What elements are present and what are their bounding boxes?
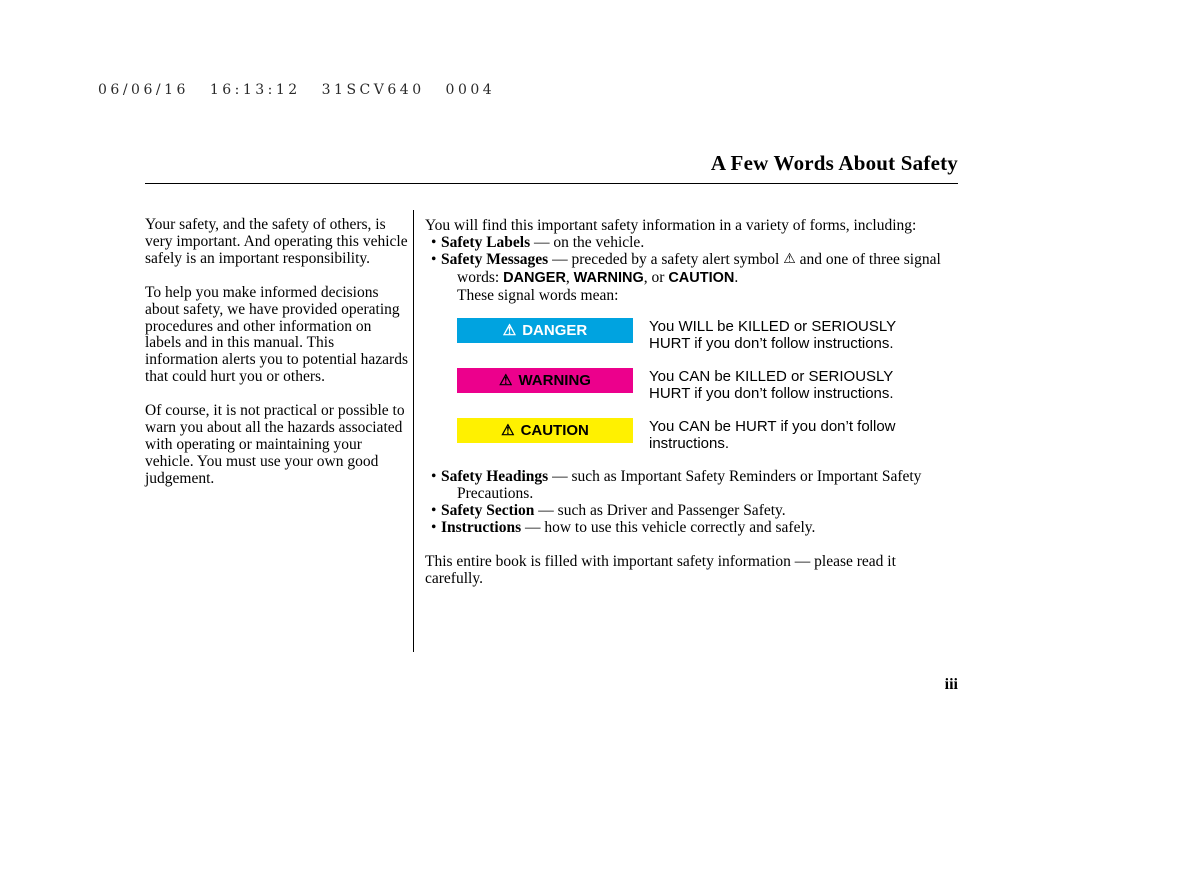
- bullet-safety-labels: [425, 234, 947, 251]
- signal-word-caution: CAUTION: [668, 270, 735, 286]
- term: Safety Section: [441, 502, 535, 519]
- page-number: iii: [944, 676, 958, 693]
- bullet-safety-messages: [425, 251, 947, 304]
- caution-label: CAUTION: [520, 422, 589, 439]
- definition: — how to use this vehicle correctly and safely.: [521, 519, 816, 536]
- alert-icon: ⚠: [499, 372, 513, 389]
- danger-label: DANGER: [522, 322, 588, 339]
- bullet-icon: •: [431, 251, 437, 268]
- bullet-safety-section: [425, 502, 947, 519]
- right-column: [425, 217, 947, 587]
- definition: — such as Driver and Passenger Safety.: [534, 502, 786, 519]
- paragraph: To help you make informed decisions about safety, we have provided operating procedures and other information on labels and in this manual. This information alerts you to potential hazards that could hurt you or others.: [145, 283, 408, 386]
- caution-description: You CAN be HURT if you don’t follow instructions.: [649, 418, 896, 452]
- danger-row: [425, 318, 947, 352]
- title-underline: [145, 183, 958, 184]
- left-column: [145, 217, 409, 505]
- column-divider: [413, 210, 414, 652]
- bullet-icon: •: [431, 519, 437, 536]
- page-title: A Few Words About Safety: [710, 151, 958, 175]
- intro-text: You will find this important safety information in a variety of forms, including:: [425, 217, 917, 234]
- alert-icon: ⚠: [502, 322, 517, 339]
- paragraph: Of course, it is not practical or possible to warn you about all the hazards associated with operating or maintaining your vehicle. You must use your own good judgement.: [145, 402, 405, 487]
- paragraph: Your safety, and the safety of others, is very important. And operating this vehicle safely is an important responsibility.: [145, 216, 408, 267]
- warning-badge: [457, 368, 633, 393]
- bullet-icon: •: [431, 468, 437, 485]
- closing-text: This entire book is filled with important safety information — please read it carefully.: [425, 553, 896, 587]
- alert-icon: ⚠: [501, 422, 515, 439]
- bullet-icon: •: [431, 502, 437, 519]
- print-timestamp-code: 06/06/16 16:13:12 31SCV640 0004: [98, 82, 496, 98]
- term: Safety Messages: [441, 251, 549, 268]
- bullet-safety-headings: [425, 468, 947, 502]
- bullet-instructions: [425, 519, 947, 536]
- signal-word-warning: WARNING: [573, 270, 644, 286]
- definition: — preceded by a safety alert symbol: [548, 251, 784, 268]
- warning-row: [425, 368, 947, 402]
- separator: , or: [643, 269, 669, 286]
- separator: ,: [565, 269, 574, 286]
- definition: — such as Important Safety Reminders or Important Safety Precautions.: [457, 468, 922, 502]
- caution-badge: [457, 418, 633, 443]
- signal-words-mean-text: These signal words mean:: [457, 287, 619, 304]
- definition: and one of three signal words:: [457, 251, 941, 286]
- period: .: [734, 269, 739, 286]
- term: Instructions: [441, 519, 522, 536]
- safety-alert-icon: ⚠: [783, 252, 796, 267]
- danger-badge: [457, 318, 633, 343]
- bullet-icon: •: [431, 234, 437, 251]
- warning-description: You CAN be KILLED or SERIOUSLY HURT if you don’t follow instructions.: [649, 368, 894, 402]
- term: Safety Labels: [441, 234, 531, 251]
- warning-label: WARNING: [518, 372, 591, 389]
- term: Safety Headings: [441, 468, 549, 485]
- definition: — on the vehicle.: [530, 234, 645, 251]
- signal-word-danger: DANGER: [503, 270, 566, 286]
- caution-row: [425, 418, 947, 452]
- signal-words-table: [425, 318, 947, 452]
- danger-description: You WILL be KILLED or SERIOUSLY HURT if you don’t follow instructions.: [649, 318, 896, 352]
